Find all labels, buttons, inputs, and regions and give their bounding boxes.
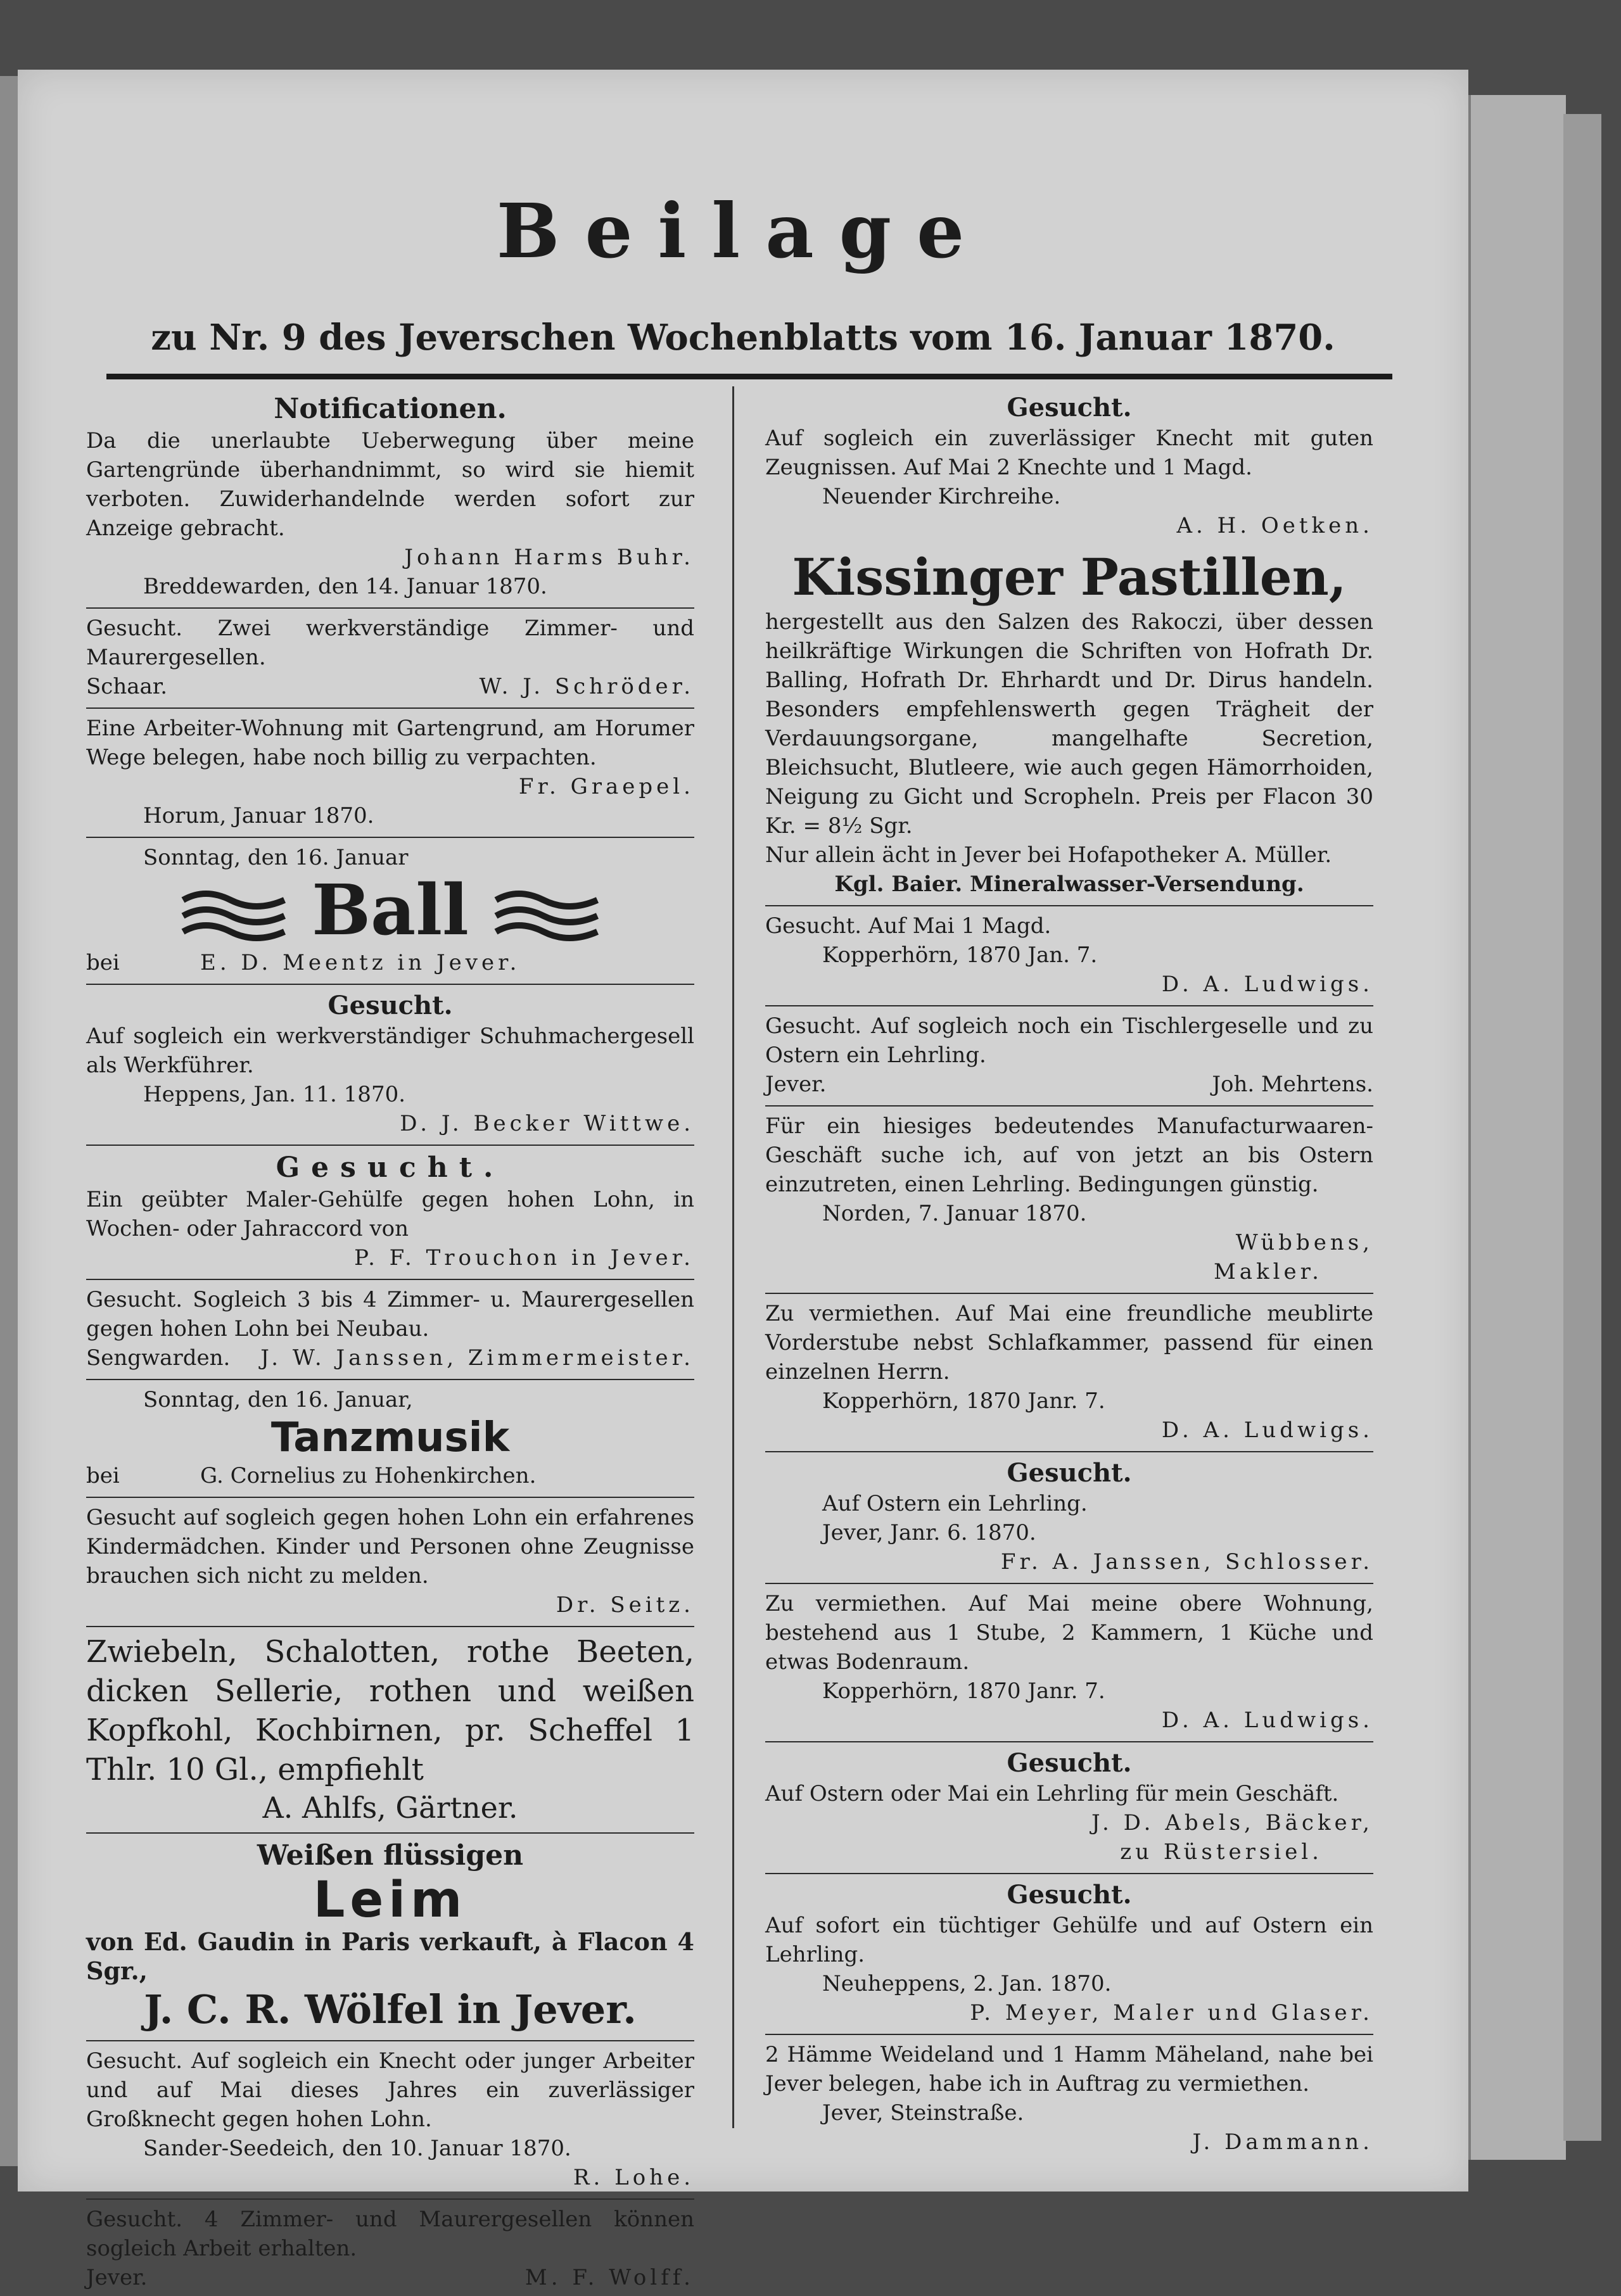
ad-place: Horum, Januar 1870.: [143, 803, 374, 828]
ad-place: Neuender Kirchreihe.: [822, 484, 1061, 509]
ad-separator: [86, 1279, 694, 1280]
ad-place: Heppens, Jan. 11. 1870.: [143, 1082, 406, 1107]
ad-text-2: Nur allein ächt in Jever bei Hofapotheker A. Müller.: [765, 842, 1332, 868]
ad-text: Gesucht auf sogleich gegen hohen Lohn ein erfahrenes Kindermädchen. Kinder und Personen ohne Zeugnisse brauchen sich nicht zu melden.: [86, 1505, 694, 1589]
page-subtitle: zu Nr. 9 des Jeverschen Wochenblatts vom 16. Januar 1870.: [151, 317, 1335, 358]
page-title: Beilage: [496, 187, 990, 275]
ad-signature: Fr. A. Janssen, Schlosser.: [1000, 1549, 1373, 1575]
ad-signature: E. D. Meentz in Jever.: [200, 950, 521, 975]
ad-signature: P. F. Trouchon in Jever.: [354, 1245, 694, 1271]
ad-footer: [86, 948, 694, 977]
ad-heading: Gesucht.: [327, 991, 453, 1020]
schroeder-ad: [86, 611, 694, 705]
ad-place: Jever.: [86, 2265, 148, 2290]
ad-footer: [86, 1461, 694, 1490]
ad-bei: bei: [86, 1463, 120, 1488]
ad-signature: Fr. Graepel.: [518, 774, 694, 799]
ad-place: Neuheppens, 2. Jan. 1870.: [822, 1971, 1112, 1996]
book-cover-edge: [1563, 114, 1601, 2141]
newspaper-page: [18, 70, 1468, 2290]
ad-text: Auf sofort ein tüchtiger Gehülfe und auf Ostern ein Lehrling.: [765, 1913, 1373, 1967]
ad-text: Gesucht. Zwei werkverständige Zimmer- und Maurergesellen.: [86, 616, 694, 670]
ad-signature: D. A. Ludwigs.: [1161, 972, 1373, 997]
ornament-icon: [493, 887, 601, 944]
ad-place: Schaar.: [86, 674, 168, 699]
ad-separator: [86, 2198, 694, 2200]
ad-separator: [86, 1832, 694, 1834]
ad-separator: [765, 1741, 1373, 1742]
ad-place: Sander-Seedeich, den 10. Januar 1870.: [143, 2136, 571, 2161]
ad-signature: Wübbens,: [1235, 1230, 1373, 1255]
ad-place: Sengwarden.: [86, 1345, 231, 1371]
ad-text: 2 Hämme Weideland und 1 Hamm Mäheland, nahe bei Jever belegen, habe ich in Auftrag zu vermiethen.: [765, 2042, 1373, 2096]
vermiethen-2-ad: [765, 1587, 1373, 1739]
ludwig-magd-ad: [765, 909, 1373, 1003]
ad-separator: [86, 984, 694, 985]
ad-separator: [765, 2034, 1373, 2035]
column-divider: [732, 386, 734, 2128]
ad-text: Auf Ostern ein Lehrling.: [822, 1491, 1088, 1516]
ball-word: Ball: [312, 869, 469, 951]
ad-separator: [765, 1293, 1373, 1294]
ad-place: Jever, Steinstraße.: [822, 2100, 1024, 2126]
ad-text: Ein geübter Maler-Gehülfe gegen hohen Lohn, in Wochen- oder Jahraccord von: [86, 1187, 694, 1241]
ad-signature: P. Meyer, Maler und Glaser.: [970, 2000, 1373, 2026]
ad-signature: J. D. Abels, Bäcker,: [1091, 1810, 1373, 1836]
ad-signature-title: Makler.: [1213, 1259, 1323, 1284]
dammann-ad: [765, 2038, 1373, 2160]
ad-signature: Dr. Seitz.: [556, 1592, 694, 1618]
ad-footer: [86, 1343, 694, 1373]
ad-text: Gesucht. 4 Zimmer- und Maurergesellen können sogleich Arbeit erhalten.: [86, 2207, 694, 2261]
ad-text: Zu vermiethen. Auf Mai meine obere Wohnung, bestehend aus 1 Stube, 2 Kammern, 1 Küche und etwas Bodenraum.: [765, 1591, 1373, 1675]
ad-signature: A. H. Oetken.: [1176, 513, 1373, 538]
ad-signature: G. Cornelius zu Hohenkirchen.: [200, 1463, 537, 1488]
oetken-ad: [765, 390, 1373, 544]
kindermaedchen-ad: [86, 1500, 694, 1623]
ad-place: Kopperhörn, 1870 Janr. 7.: [822, 1678, 1105, 1704]
ad-text: Gesucht. Auf sogleich ein Knecht oder junger Arbeiter und auf Mai dieses Jahres ein zuverlässiger Großknecht gegen hohen Lohn.: [86, 2048, 694, 2132]
ad-signature: D. A. Ludwigs.: [1161, 1418, 1373, 1443]
ad-heading: Gesucht.: [1007, 1458, 1132, 1488]
ad-signature: J. Dammann.: [1192, 2129, 1373, 2155]
ad-text: Da die unerlaubte Ueberwegung über meine Gartengründe überhandnimmt, so wird sie hiemit verboten. Zuwiderhandelnde werden sofort zur Anzeige gebracht.: [86, 428, 694, 541]
tanzmusik-heading: Tanzmusik: [270, 1414, 510, 1461]
ad-text: Gesucht. Sogleich 3 bis 4 Zimmer- u. Maurergesellen gegen hohen Lohn bei Neubau.: [86, 1287, 694, 1341]
zimmer-ad: [86, 1283, 694, 1376]
ad-signature: Johann Harms Buhr.: [404, 545, 694, 570]
ad-text: Zwiebeln, Schalotten, rothe Beeten, dicken Sellerie, rothen und weißen Kopfkohl, Kochbirnen, pr. Scheffel 1 Thlr. 10 Gl., empfiehlt: [86, 1634, 694, 1787]
ad-separator: [86, 707, 694, 709]
ad-separator: [86, 1497, 694, 1498]
ad-separator: [86, 1379, 694, 1380]
kissinger-ad: [765, 544, 1373, 903]
ad-text: Zu vermiethen. Auf Mai eine freundliche meublirte Vorderstube nebst Schlafkammer, passend für einen einzelnen Herrn.: [765, 1301, 1373, 1385]
wolff-ad: [86, 2202, 694, 2296]
meyer-ad: [765, 1877, 1373, 2031]
ball-ad: [86, 840, 694, 981]
ad-signature: J. C. R. Wölfel in Jever.: [144, 1986, 637, 2033]
zwiebel-ad: [86, 1630, 694, 1830]
ad-bei: bei: [86, 950, 120, 975]
ad-heading: Gesucht.: [1007, 393, 1132, 422]
ad-signature: J. W. Janssen, Zimmermeister.: [260, 1345, 694, 1371]
ad-separator: [765, 1873, 1373, 1874]
vermiethen-1-ad: [765, 1297, 1373, 1449]
schlosser-ad: [765, 1455, 1373, 1580]
ball-heading: [86, 869, 694, 951]
ad-text: Gesucht. Auf Mai 1 Magd.: [765, 913, 1052, 939]
manufactur-ad: [765, 1109, 1373, 1290]
ad-signature: M. F. Wolff.: [524, 2265, 694, 2290]
ad-separator: [765, 1583, 1373, 1584]
ad-footer: [86, 2263, 694, 2292]
ad-separator: [86, 2040, 694, 2041]
ad-separator: [86, 607, 694, 609]
leim-heading: Leim: [313, 1872, 467, 1929]
maler-ad: [86, 1148, 694, 1276]
ad-heading: Gesucht.: [1007, 1880, 1132, 1910]
ad-heading: Gesucht.: [1007, 1748, 1132, 1778]
lohe-ad: [86, 2044, 694, 2196]
abels-ad: [765, 1745, 1373, 1870]
notification-ad: [86, 390, 694, 605]
ad-place: Jever, Janr. 6. 1870.: [822, 1520, 1036, 1545]
ad-footer: [765, 1070, 1373, 1099]
ad-signature: Kgl. Baier. Mineralwasser-Versendung.: [834, 872, 1304, 897]
ad-place: Norden, 7. Januar 1870.: [822, 1201, 1087, 1226]
kissinger-heading: Kissinger Pastillen,: [792, 547, 1347, 607]
ad-signature: D. A. Ludwigs.: [1161, 1708, 1373, 1733]
ad-signature: Joh. Mehrtens.: [1212, 1072, 1373, 1097]
header-rule: [106, 374, 1392, 379]
ad-separator: [86, 1626, 694, 1627]
leim-ad: [86, 1836, 694, 2038]
ad-signature: A. Ahlfs, Gärtner.: [262, 1791, 518, 1825]
ad-signature-place: zu Rüstersiel.: [1120, 1839, 1323, 1865]
ad-place: Jever.: [765, 1072, 827, 1097]
ad-separator: [86, 1145, 694, 1146]
ad-text: von Ed. Gaudin in Paris verkauft, à Flacon 4 Sgr.,: [86, 1927, 694, 1985]
ad-text: Gesucht. Auf sogleich noch ein Tischlergeselle und zu Ostern ein Lehrling.: [765, 1013, 1373, 1068]
tischler-ad: [765, 1009, 1373, 1103]
ad-place: Breddewarden, den 14. Januar 1870.: [143, 574, 547, 599]
ad-footer: [86, 672, 694, 701]
ad-text: Für ein hiesiges bedeutendes Manufacturwaaren-Geschäft suche ich, auf von jetzt an bis Ostern einzutreten, einen Lehrling. Bedingungen günstig.: [765, 1113, 1373, 1197]
ad-place: Kopperhörn, 1870 Jan. 7.: [822, 942, 1098, 968]
right-column: [765, 390, 1373, 2160]
ad-signature: W. J. Schröder.: [479, 674, 694, 699]
ad-signature: R. Lohe.: [573, 2165, 694, 2190]
ad-heading: Gesucht.: [276, 1151, 505, 1184]
schuhmacher-ad: [86, 987, 694, 1142]
ad-text: Auf sogleich ein zuverlässiger Knecht mit guten Zeugnissen. Auf Mai 2 Knechte und 1 Magd.: [765, 426, 1373, 480]
left-column: [86, 390, 694, 2296]
tanzmusik-ad: [86, 1383, 694, 1494]
ad-date: Sonntag, den 16. Januar: [143, 845, 409, 870]
ad-text: Auf Ostern oder Mai ein Lehrling für mein Geschäft.: [765, 1781, 1339, 1806]
ad-separator: [765, 905, 1373, 906]
left-book-edge: [0, 76, 18, 2166]
ad-place: Kopperhörn, 1870 Janr. 7.: [822, 1388, 1105, 1414]
ad-separator: [765, 1451, 1373, 1452]
ad-separator: [765, 1105, 1373, 1107]
ad-heading: Weißen flüssigen: [257, 1839, 524, 1872]
ad-separator: [86, 837, 694, 838]
ad-signature: D. J. Becker Wittwe.: [400, 1111, 694, 1136]
ad-separator: [765, 1005, 1373, 1006]
ad-heading: Notificationen.: [274, 393, 507, 425]
ad-date: Sonntag, den 16. Januar,: [143, 1387, 413, 1412]
ad-text: hergestellt aus den Salzen des Rakoczi, über dessen heilkräftige Wirkungen die Schriften von Hofrath Dr. Balling, Hofrath Dr. Ehrhardt und Dr. Dirus handeln. Besonders empfehlenswerth gegen Trägheit der Verdauungsorgane, mangelhafte Secretion, Bleichsucht, Blutleere, wie auch gegen Hämorrhoiden, Neigung zu Gicht und Scropheln. Preis per Flacon 30 Kr. = 8½ Sgr.: [765, 609, 1373, 839]
page-stack-edge: [1468, 95, 1566, 2160]
ornament-icon: [180, 887, 288, 944]
wohnung-ad: [86, 711, 694, 834]
ad-text: Auf sogleich ein werkverständiger Schuhmachergesell als Werkführer.: [86, 1024, 694, 1078]
ad-text: Eine Arbeiter-Wohnung mit Gartengrund, am Horumer Wege belegen, habe noch billig zu verpachten.: [86, 716, 694, 770]
